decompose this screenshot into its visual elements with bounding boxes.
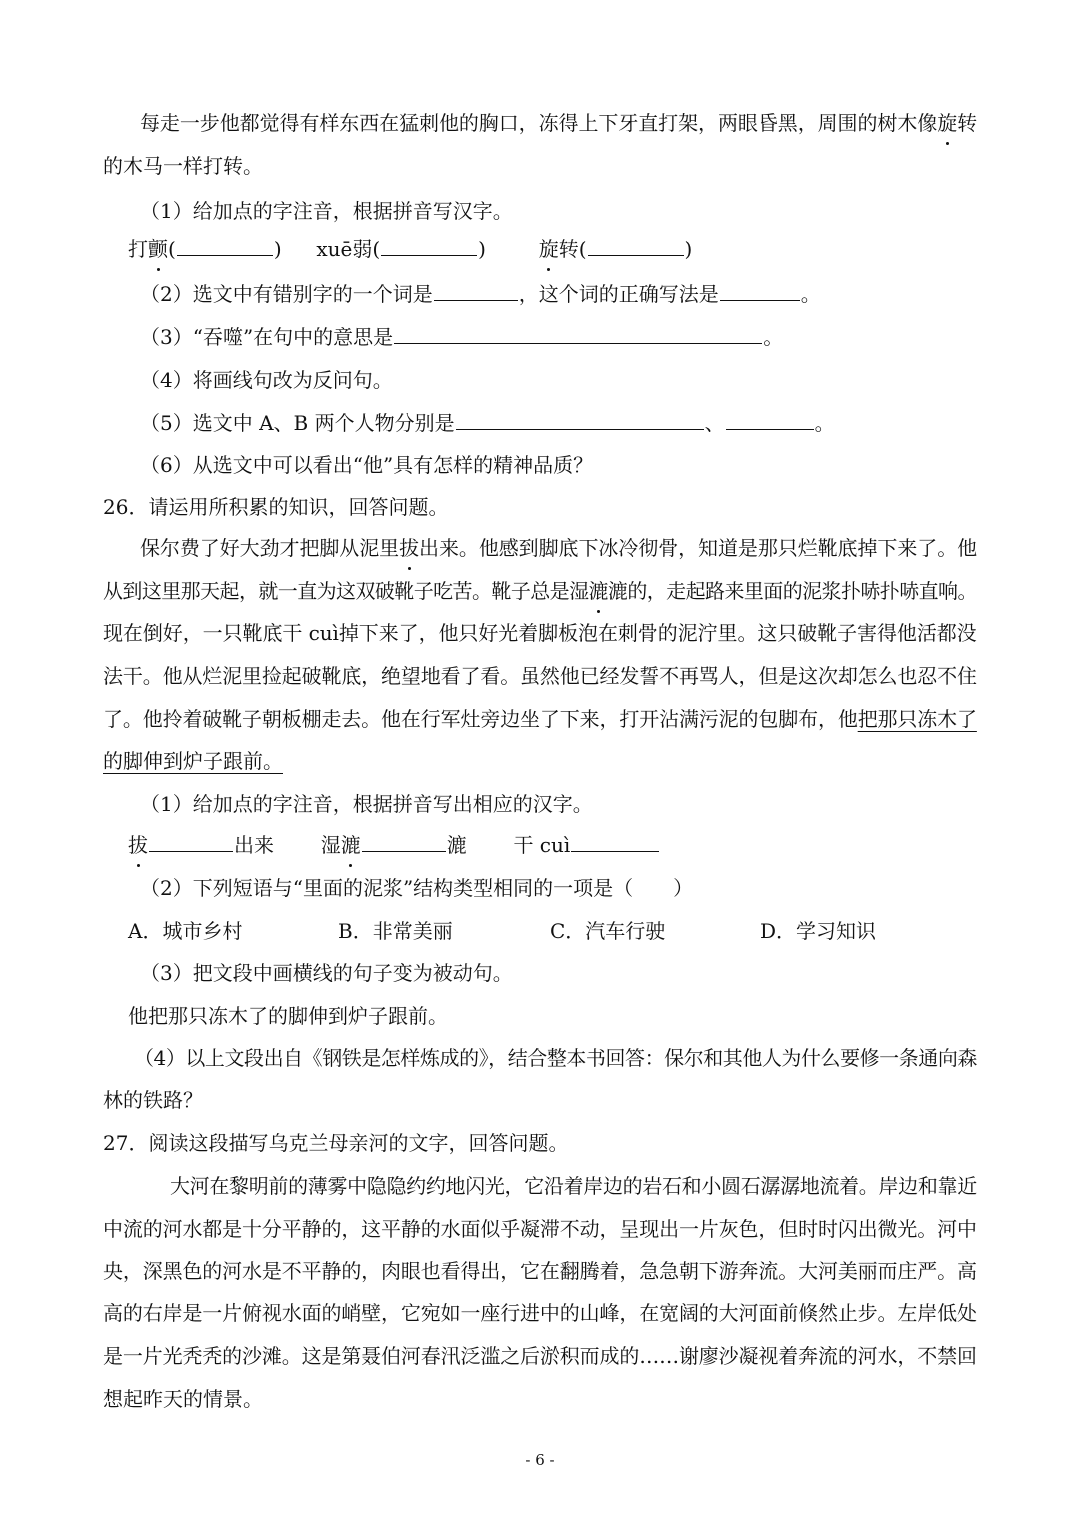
question-item: （4）以上文段出自《钢铁是怎样炼成的》，结合整本书回答：保尔和其他人为什么要修一条通向森 [134,1046,977,1070]
question-item: （1）给加点的字注音，根据拼音写出相应的汉字。 [140,792,593,816]
question-item: （5）选文中 A、B 两个人物分别是 、 。 [140,411,835,435]
answer-blank[interactable] [571,831,659,852]
question-item: （1）给加点的字注音，根据拼音写汉字。 [140,199,513,223]
answer-blank[interactable] [720,280,800,301]
passage-line: 的木马一样打转。 [103,154,263,178]
answer-blank[interactable] [149,831,233,852]
passage-line: 大河在黎明前的薄雾中隐隐约约地闪光，它沿着岸边的岩石和小圆石潺潺地流着。岸边和靠近 [170,1174,977,1198]
option-c[interactable]: C．汽车行驶 [550,919,666,943]
answer-blank[interactable] [381,235,477,256]
passage-line: 高的右岸是一片俯视水面的峭壁，它宛如一座行进中的山峰，在宽阔的大河面前倏然止步。左岸低处 [103,1301,977,1325]
question-item: （6）从选文中可以看出“他”具有怎样的精神品质？ [140,453,594,477]
passage-line: 想起昨天的情景。 [103,1387,263,1411]
answer-blank[interactable] [726,409,814,430]
passage-line: 从到这里那天起，就一直为这双破靴子吃苦。靴子总是湿漉漉的，走起路来里面的泥浆扑哧扑哧直响。 [103,576,977,606]
passage-line: 央，深黑色的河水是不平静的，肉眼也看得出，它在翻腾着，急急朝下游奔流。大河美丽而庄严。高 [103,1259,977,1283]
option-d[interactable]: D．学习知识 [760,919,877,943]
answer-blank[interactable] [456,409,704,430]
question-item: （3）把文段中画横线的句子变为被动句。 [140,961,513,985]
question-item: （2）选文中有错别字的一个词是 ，这个词的正确写法是 。 [140,282,821,306]
question-title: 26．请运用所积累的知识，回答问题。 [103,495,449,519]
passage-line: 了。他拎着破靴子朝板棚走去。他在行军灶旁边坐了下来，打开沾满污泥的包脚布，他把那只冻木了 [103,707,977,731]
dotted-char: 旋 [539,234,559,264]
sentence-line: 他把那只冻木了的脚伸到炉子跟前。 [128,1004,448,1028]
question-item: 林的铁路？ [103,1088,203,1112]
passage-line: 法干。他从烂泥里捡起破靴底，绝望地看了看。虽然他已经发誓不再骂人，但是这次却怎么也忍不住 [103,664,977,688]
passage-line [103,746,283,776]
dotted-char: 拔 [399,533,419,563]
text: 转 [558,237,579,261]
passage-line: 保尔费了好大劲才把脚从泥里拔出来。他感到脚底下冰冷彻骨，知道是那只烂靴底掉下来了。他 [140,533,977,563]
answer-blank[interactable] [177,235,273,256]
dotted-char: 旋 [937,108,957,138]
answer-blank[interactable] [434,280,518,301]
passage-line: 中流的河水都是十分平静的，这平静的水面似乎凝滞不动，呈现出一片灰色，但时时闪出微光。河中 [103,1217,977,1241]
dotted-char: 拔 [128,830,148,860]
dotted-char: 颤 [148,234,168,264]
option-a[interactable]: A．城市乡村 [128,919,243,943]
question-item: （3）“吞噬”在句中的意思是 。 [140,325,784,349]
answer-row: 拔 出来 湿漉 漉 干 cuì [128,830,660,860]
text: xuē弱 [316,237,373,261]
question-item: （2）下列短语与“里面的泥浆”结构类型相同的一项是（ ） [140,876,694,900]
answer-blank[interactable] [588,235,684,256]
option-b[interactable]: B．非常美丽 [338,919,453,943]
text: 打 [128,237,148,261]
text: 每走一步他都觉得有样东西在猛刺他的胸口，冻得上下牙直打架，两眼昏黑，周围的树木像 [140,111,938,135]
dotted-char: 漉 [341,830,361,860]
answer-blank[interactable] [394,323,762,344]
passage-line [140,108,977,138]
underlined-sentence: 的脚伸到炉子跟前。 [103,749,283,773]
answer-blank[interactable] [362,831,446,852]
underlined-sentence: 把那只冻木了 [857,707,977,731]
answer-row: 打颤( ) xuē弱( ) 旋转( ) [128,234,692,264]
question-item: （4）将画线句改为反问句。 [140,368,393,392]
question-title: 27．阅读这段描写乌克兰母亲河的文字，回答问题。 [103,1131,569,1155]
text: 转 [957,111,978,135]
passage-line: 现在倒好，一只靴底干 cuì掉下来了，他只好光着脚板泡在刺骨的泥泞里。这只破靴子害得他活都没 [103,621,977,645]
dotted-char: 漉 [589,576,608,606]
passage-line: 是一片光秃秃的沙滩。这是第聂伯河春汛泛滥之后淤积而成的……谢廖沙凝视着奔流的河水，不禁回 [103,1344,977,1368]
page-number: - 6 - [525,1451,555,1469]
